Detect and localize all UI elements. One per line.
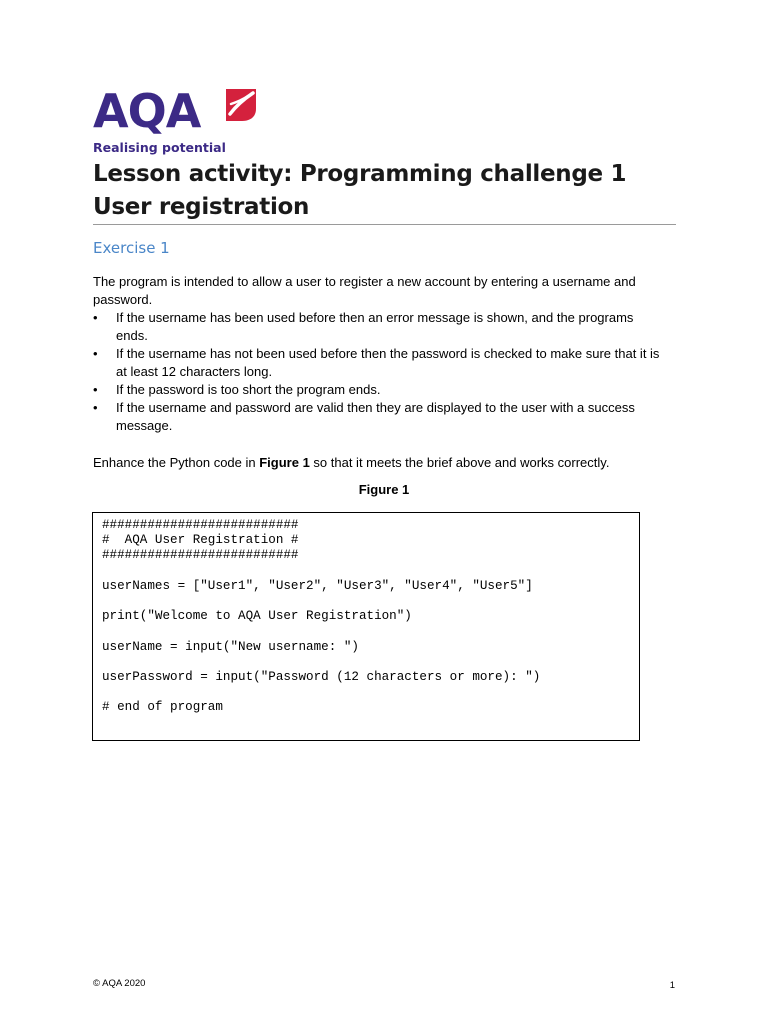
logo-leaf-icon bbox=[222, 87, 258, 123]
logo-tagline: Realising potential bbox=[93, 140, 226, 155]
title-divider bbox=[93, 224, 676, 225]
requirements-list bbox=[93, 309, 668, 435]
bullet-icon: • bbox=[93, 346, 98, 361]
footer-page-number: 1 bbox=[669, 980, 675, 991]
code-line: userNames = ["User1", "User2", "User3", "User4", "User5"] bbox=[102, 578, 533, 593]
list-item-text: If the username has not been used before then the password is checked to make sure that it is at least 12 characters long. bbox=[116, 346, 660, 379]
bullet-icon: • bbox=[93, 382, 98, 397]
code-line bbox=[102, 594, 639, 609]
code-line bbox=[102, 624, 639, 639]
list-item-text: If the username has been used before then an error message is shown, and the programs ends. bbox=[116, 310, 634, 343]
code-line bbox=[102, 655, 639, 670]
code-line: userName = input("New username: ") bbox=[102, 639, 359, 654]
code-line: # end of program bbox=[102, 700, 223, 715]
code-line: # AQA User Registration # bbox=[102, 533, 299, 548]
enhance-prefix: Enhance the Python code in bbox=[93, 455, 260, 470]
code-listing bbox=[92, 512, 640, 741]
list-item bbox=[93, 381, 668, 399]
list-item-text: If the password is too short the program ends. bbox=[116, 382, 381, 397]
footer-copyright: © AQA 2020 bbox=[93, 978, 146, 989]
list-item-text: If the username and password are valid then they are displayed to the user with a success message. bbox=[116, 400, 635, 433]
figure-caption: Figure 1 bbox=[358, 482, 410, 497]
page-title bbox=[93, 158, 626, 224]
figure-reference: Figure 1 bbox=[259, 455, 310, 470]
logo-wordmark: AQA bbox=[93, 84, 201, 138]
enhance-instruction bbox=[93, 454, 693, 472]
intro-paragraph: The program is intended to allow a user to register a new account by entering a username and password. bbox=[93, 274, 636, 307]
list-item bbox=[93, 309, 668, 345]
enhance-suffix: so that it meets the brief above and works correctly. bbox=[309, 455, 610, 470]
title-line-2: User registration bbox=[93, 194, 310, 220]
code-line bbox=[102, 685, 639, 700]
code-line: print("Welcome to AQA User Registration") bbox=[102, 609, 412, 624]
code-line: ########################## bbox=[102, 518, 299, 532]
code-line: userPassword = input("Password (12 characters or more): ") bbox=[102, 669, 541, 684]
code-line: ########################## bbox=[102, 548, 299, 563]
list-item bbox=[93, 345, 668, 381]
code-line bbox=[102, 564, 639, 579]
aqa-logo bbox=[93, 86, 263, 158]
bullet-icon: • bbox=[93, 310, 98, 325]
title-line-1: Lesson activity: Programming challenge 1 bbox=[93, 161, 627, 187]
exercise-heading: Exercise 1 bbox=[93, 239, 170, 257]
list-item bbox=[93, 399, 668, 435]
bullet-icon: • bbox=[93, 400, 98, 415]
